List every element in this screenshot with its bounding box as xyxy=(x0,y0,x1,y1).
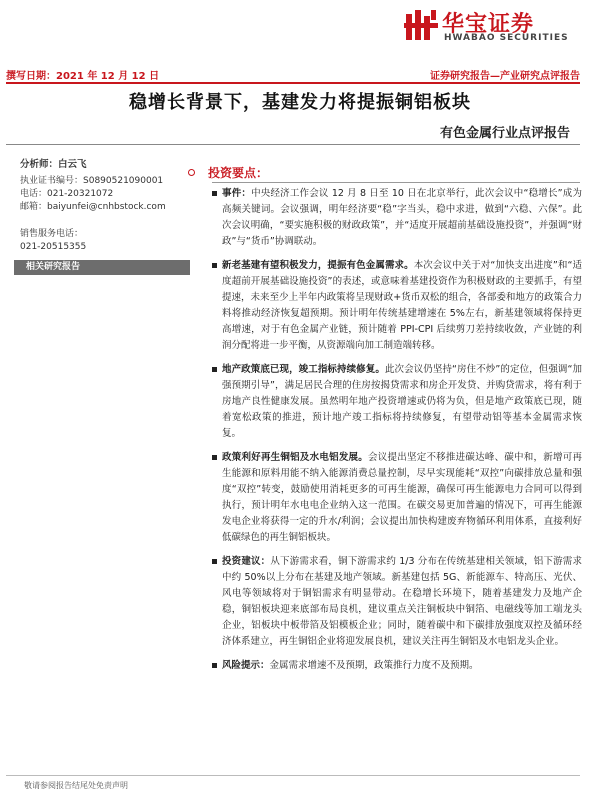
highlight-lead: 地产政策底已现，竣工指标持续修复。 xyxy=(222,364,385,375)
square-bullet-icon xyxy=(212,191,217,196)
highlight-text: 中央经济工作会议 12 月 8 日至 10 日在北京举行，此次会议中“稳增长”成为高频关键词。会议强调，明年经济要“稳”字当头，稳中求进，做到“六稳、六保”。此次会议明确，“要实施积极的财政政策”，并“适度开展超前基础设施投资”，并强调“财政”与“货币”协调联动。 xyxy=(222,188,582,247)
sales-label: 销售服务电话： xyxy=(20,229,84,239)
highlight-text: 本次会议中关于对“加快支出进度”和“适度超前开展基础设施投资”的表述，或意味着基建投资作为积极财政的主要抓手，有望提速，未来至少上半年内政策将呈现财政+货币双松的组合，各部委和地方的政策合力料将推动经济恢复超预期。预计明年传统基建增速在 5%左右，新基建领域将保持更高增速，对于有色金属产业链，预计随着 PPI-CPI 后续剪刀差持续收敛，产业链的利润分配将进一步平衡，从资源端向加工制造端转移。 xyxy=(222,260,582,351)
highlight-lead: 投资建议： xyxy=(222,556,271,567)
highlight-item-risk xyxy=(212,658,582,674)
related-reports-tag: 相关研究报告 xyxy=(14,260,190,275)
highlight-lead: 事件： xyxy=(222,188,252,199)
page-title: 稳增长背景下，基建发力将提振铜铝板块 xyxy=(129,92,471,113)
analyst-name: 分析师：白云飞 xyxy=(20,159,87,170)
analyst-license: 执业证书编号：S0890521090001 xyxy=(20,176,164,186)
highlight-text: 会议提出坚定不移推进碳达峰、碳中和，新增可再生能源和原料用能不纳入能源消费总量控制，尽早实现能耗“双控”向碳排放总量和强度“双控”转变，鼓励使用消耗更多的可再生能源，确保可再生能源电力合同可以得到执行，预计明年水电电企业纳入这一范围。在碳交易更加普遍的情况下，可再生能源发电企业将获得一定的升水/利润；会议提出加快构建废弃物循环利用体系，直接利好低碳绿色的再生铜铝板块。 xyxy=(222,452,582,543)
disclaimer-note: 敬请参阅报告结尾处免责声明 xyxy=(24,781,128,790)
highlight-item-infrastructure xyxy=(212,258,582,354)
highlight-text: 此次会议仍坚持“房住不炒”的定位，但强调“加强预期引导”，满足居民合理的住房按揭贷需求和房企开发贷、并购贷需求，将有利于房地产良性健康发展。虽然明年地产投资增速或仍将为负，但是地产政策底已现，随着宽松政策的推进，预计地产竣工指标将持续修复，有望带动铝等基本金属需求恢复。 xyxy=(222,364,582,439)
highlight-lead: 新老基建有望积极发力，提振有色金属需求。 xyxy=(222,260,414,271)
report-category: 证券研究报告—产业研究点评报告 xyxy=(430,71,580,82)
brand-name-en: HWABAO SECURITIES xyxy=(444,33,569,43)
square-bullet-icon xyxy=(212,559,217,564)
highlight-lead: 政策利好再生铜铝及水电铝发展。 xyxy=(222,452,369,463)
highlight-item-investment xyxy=(212,554,582,650)
highlights-list xyxy=(212,186,582,682)
highlights-heading-text: 投资要点： xyxy=(208,166,269,180)
highlight-item-policy xyxy=(212,450,582,546)
circle-bullet-icon xyxy=(188,169,195,176)
sales-phone: 021-20515355 xyxy=(20,242,87,252)
brand-logo xyxy=(404,6,594,46)
report-meta xyxy=(6,67,580,81)
brand-name-cn: 华宝证券 xyxy=(442,12,535,37)
highlight-item-event xyxy=(212,186,582,250)
footer-divider xyxy=(6,775,580,776)
highlight-text: 金属需求增速不及预期，政策推行力度不及预期。 xyxy=(269,660,479,671)
square-bullet-icon xyxy=(212,263,217,268)
highlight-text: 从下游需求看，铜下游需求约 1/3 分布在传统基建相关领域，铝下游需求中约 50%以上分布在基建及地产领域。新基建包括 5G、新能源车、特高压、光伏、风电等领域将对于铜铝需求有明显带动。在稳增长环境下，随着基建发力及地产企稳，铜铝板块迎来底部布局良机，建议重点关注铜板块中铜箔、电磁线等加工端龙头企业，铝板块中板带箔及铝模板企业；同时，随着碳中和下碳排放强度双控及循环经济体系建立，再生铜铝企业将迎发展良机，建议关注再生铜铝及水电铝龙头企业。 xyxy=(222,556,582,647)
highlight-item-real-estate xyxy=(212,362,582,442)
hwabao-logo-icon xyxy=(404,8,438,42)
highlights-heading xyxy=(188,164,488,180)
square-bullet-icon xyxy=(212,367,217,372)
square-bullet-icon xyxy=(212,455,217,460)
square-bullet-icon xyxy=(212,663,217,668)
page-subtitle: 有色金属行业点评报告 xyxy=(439,126,570,141)
analyst-phone: 电话：021-20321072 xyxy=(20,189,114,199)
highlights-divider xyxy=(212,182,580,183)
analyst-email[interactable]: 邮箱：baiyunfei@cnhbstock.com xyxy=(20,202,166,212)
report-date: 撰写日期：2021 年 12 月 12 日 xyxy=(6,71,160,82)
highlight-lead: 风险提示： xyxy=(222,660,270,671)
title-divider xyxy=(6,144,580,145)
analyst-sidebar xyxy=(20,158,200,275)
header-divider xyxy=(6,82,580,84)
